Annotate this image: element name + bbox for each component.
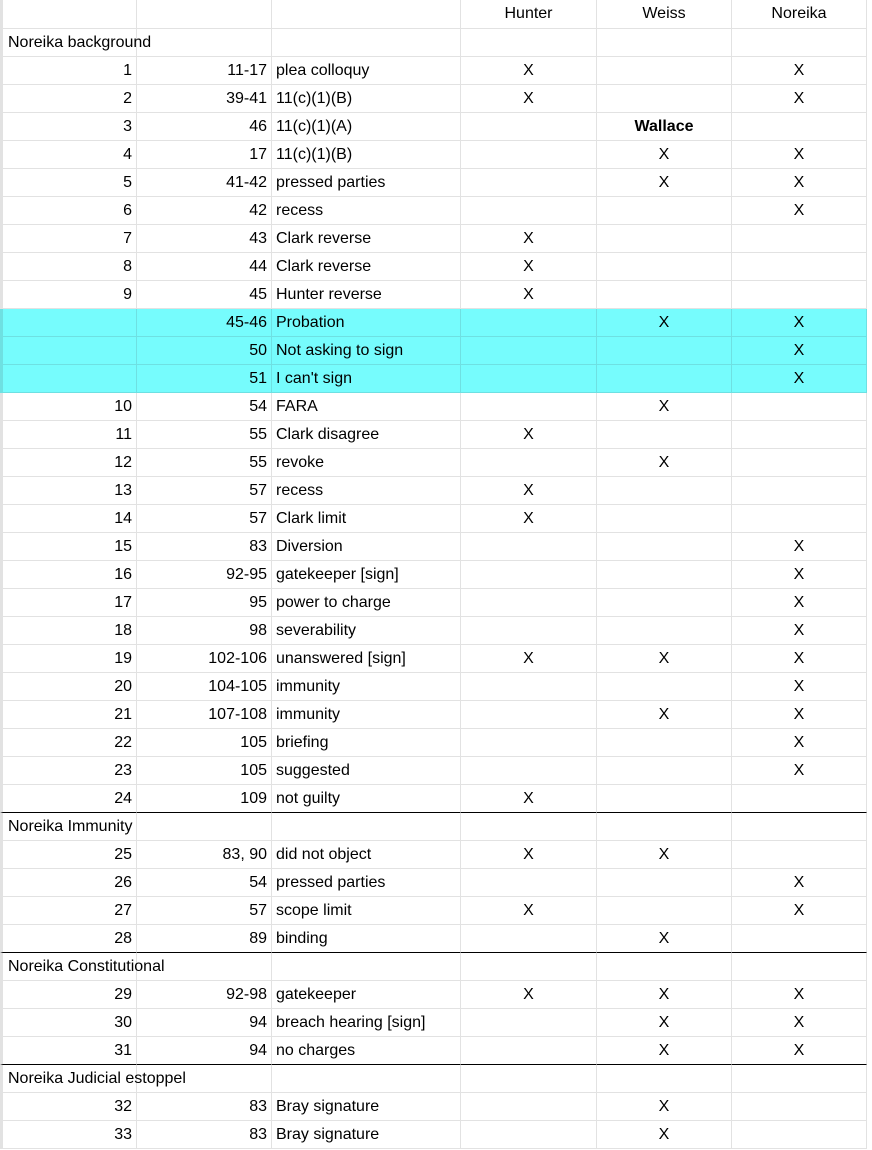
topic-cell[interactable]: 11(c)(1)(B) bbox=[272, 85, 461, 113]
table-row bbox=[0, 981, 872, 1009]
row-number-cell[interactable]: 20 bbox=[0, 673, 137, 701]
weiss-mark-cell[interactable]: X bbox=[597, 1121, 732, 1149]
hunter-mark-cell[interactable] bbox=[461, 393, 597, 421]
topic-cell[interactable]: revoke bbox=[272, 449, 461, 477]
pages-cell[interactable]: 42 bbox=[137, 197, 272, 225]
pages-cell[interactable]: 98 bbox=[137, 617, 272, 645]
topic-cell[interactable]: suggested bbox=[272, 757, 461, 785]
weiss-mark-cell[interactable] bbox=[597, 197, 732, 225]
weiss-mark-cell[interactable]: X bbox=[597, 1009, 732, 1037]
table-row bbox=[0, 477, 872, 505]
row-number-cell[interactable]: 13 bbox=[0, 477, 137, 505]
weiss-mark-cell[interactable]: X bbox=[597, 981, 732, 1009]
cell[interactable] bbox=[732, 1065, 867, 1093]
noreika-mark-cell[interactable]: X bbox=[732, 561, 867, 589]
weiss-mark-cell[interactable] bbox=[597, 365, 732, 393]
row-number-cell[interactable]: 10 bbox=[0, 393, 137, 421]
hunter-mark-cell[interactable]: X bbox=[461, 505, 597, 533]
weiss-mark-cell[interactable]: X bbox=[597, 141, 732, 169]
hunter-mark-cell[interactable]: X bbox=[461, 785, 597, 813]
row-number-cell[interactable]: 31 bbox=[0, 1037, 137, 1065]
table-body bbox=[0, 29, 872, 1149]
pages-cell[interactable]: 57 bbox=[137, 477, 272, 505]
noreika-mark-cell[interactable]: X bbox=[732, 869, 867, 897]
cell[interactable] bbox=[461, 953, 597, 981]
hunter-mark-cell[interactable] bbox=[461, 925, 597, 953]
table-row bbox=[0, 505, 872, 533]
cell[interactable] bbox=[597, 953, 732, 981]
pages-cell[interactable]: 51 bbox=[137, 365, 272, 393]
pages-cell[interactable]: 89 bbox=[137, 925, 272, 953]
topic-cell[interactable]: briefing bbox=[272, 729, 461, 757]
pages-cell[interactable]: 107-108 bbox=[137, 701, 272, 729]
row-number-cell[interactable] bbox=[0, 309, 137, 337]
noreika-mark-cell[interactable]: X bbox=[732, 757, 867, 785]
noreika-mark-cell[interactable]: X bbox=[732, 645, 867, 673]
row-number-cell[interactable] bbox=[0, 365, 137, 393]
weiss-mark-cell[interactable] bbox=[597, 897, 732, 925]
weiss-mark-cell[interactable]: X bbox=[597, 309, 732, 337]
topic-cell[interactable]: Not asking to sign bbox=[272, 337, 461, 365]
hunter-mark-cell[interactable]: X bbox=[461, 421, 597, 449]
table-row bbox=[0, 85, 872, 113]
topic-cell[interactable]: Bray signature bbox=[272, 1093, 461, 1121]
cell[interactable] bbox=[272, 953, 461, 981]
table-row bbox=[0, 449, 872, 477]
noreika-mark-cell[interactable] bbox=[732, 253, 867, 281]
section-header-row bbox=[0, 1065, 872, 1093]
topic-cell[interactable]: FARA bbox=[272, 393, 461, 421]
table-row bbox=[0, 113, 872, 141]
row-number-cell[interactable]: 12 bbox=[0, 449, 137, 477]
table-row bbox=[0, 841, 872, 869]
pages-cell[interactable]: 83 bbox=[137, 1121, 272, 1149]
header-row bbox=[0, 0, 872, 29]
noreika-mark-cell[interactable] bbox=[732, 505, 867, 533]
table-row bbox=[0, 897, 872, 925]
pages-cell[interactable]: 55 bbox=[137, 421, 272, 449]
noreika-mark-cell[interactable]: X bbox=[732, 85, 867, 113]
pages-cell[interactable]: 54 bbox=[137, 393, 272, 421]
hunter-mark-cell[interactable] bbox=[461, 337, 597, 365]
weiss-mark-cell[interactable] bbox=[597, 225, 732, 253]
table-row bbox=[0, 57, 872, 85]
cell[interactable] bbox=[272, 0, 461, 29]
noreika-mark-cell[interactable]: X bbox=[732, 673, 867, 701]
section-title: Noreika Constitutional bbox=[8, 958, 165, 975]
row-number-cell[interactable]: 30 bbox=[0, 1009, 137, 1037]
noreika-mark-cell[interactable]: X bbox=[732, 57, 867, 85]
hunter-mark-cell[interactable] bbox=[461, 533, 597, 561]
table-row bbox=[0, 225, 872, 253]
pages-cell[interactable]: 57 bbox=[137, 897, 272, 925]
pages-cell[interactable]: 109 bbox=[137, 785, 272, 813]
row-number-cell[interactable]: 23 bbox=[0, 757, 137, 785]
table-row bbox=[0, 645, 872, 673]
topic-cell[interactable]: breach hearing [sign] bbox=[272, 1009, 461, 1037]
hunter-mark-cell[interactable] bbox=[461, 729, 597, 757]
hunter-mark-cell[interactable]: X bbox=[461, 281, 597, 309]
topic-cell[interactable]: 11(c)(1)(A) bbox=[272, 113, 461, 141]
column-header-hunter[interactable]: Hunter bbox=[461, 0, 597, 29]
hunter-mark-cell[interactable] bbox=[461, 197, 597, 225]
cell[interactable] bbox=[461, 813, 597, 841]
noreika-mark-cell[interactable] bbox=[732, 225, 867, 253]
noreika-mark-cell[interactable] bbox=[732, 113, 867, 141]
weiss-mark-cell[interactable]: Wallace bbox=[597, 113, 732, 141]
row-number-cell[interactable]: 17 bbox=[0, 589, 137, 617]
pages-cell[interactable]: 83 bbox=[137, 533, 272, 561]
pages-cell[interactable]: 50 bbox=[137, 337, 272, 365]
topic-cell[interactable]: Hunter reverse bbox=[272, 281, 461, 309]
topic-cell[interactable]: binding bbox=[272, 925, 461, 953]
section-title: Noreika background bbox=[8, 34, 152, 51]
topic-cell[interactable]: Bray signature bbox=[272, 1121, 461, 1149]
pages-cell[interactable]: 54 bbox=[137, 869, 272, 897]
topic-cell[interactable]: Clark reverse bbox=[272, 225, 461, 253]
table-row bbox=[0, 169, 872, 197]
hunter-mark-cell[interactable]: X bbox=[461, 253, 597, 281]
row-number-cell[interactable]: 6 bbox=[0, 197, 137, 225]
noreika-mark-cell[interactable]: X bbox=[732, 729, 867, 757]
pages-cell[interactable]: 17 bbox=[137, 141, 272, 169]
noreika-mark-cell[interactable] bbox=[732, 1121, 867, 1149]
row-number-cell[interactable]: 7 bbox=[0, 225, 137, 253]
row-number-cell[interactable]: 16 bbox=[0, 561, 137, 589]
pages-cell[interactable]: 45-46 bbox=[137, 309, 272, 337]
cell[interactable] bbox=[461, 1065, 597, 1093]
topic-cell[interactable]: no charges bbox=[272, 1037, 461, 1065]
topic-cell[interactable]: gatekeeper bbox=[272, 981, 461, 1009]
section-header-row bbox=[0, 29, 872, 57]
hunter-mark-cell[interactable]: X bbox=[461, 841, 597, 869]
pages-cell[interactable]: 94 bbox=[137, 1009, 272, 1037]
hunter-mark-cell[interactable] bbox=[461, 113, 597, 141]
row-number-cell[interactable]: 28 bbox=[0, 925, 137, 953]
topic-cell[interactable]: Diversion bbox=[272, 533, 461, 561]
table-row bbox=[0, 421, 872, 449]
topic-cell[interactable]: scope limit bbox=[272, 897, 461, 925]
hunter-mark-cell[interactable]: X bbox=[461, 981, 597, 1009]
cell[interactable] bbox=[272, 813, 461, 841]
topic-cell[interactable]: immunity bbox=[272, 673, 461, 701]
hunter-mark-cell[interactable]: X bbox=[461, 477, 597, 505]
weiss-mark-cell[interactable] bbox=[597, 561, 732, 589]
hunter-mark-cell[interactable] bbox=[461, 169, 597, 197]
topic-cell[interactable]: I can't sign bbox=[272, 365, 461, 393]
topic-cell[interactable]: immunity bbox=[272, 701, 461, 729]
weiss-mark-cell[interactable] bbox=[597, 589, 732, 617]
hunter-mark-cell[interactable]: X bbox=[461, 57, 597, 85]
section-header-row bbox=[0, 813, 872, 841]
pages-cell[interactable]: 45 bbox=[137, 281, 272, 309]
row-number-cell[interactable]: 14 bbox=[0, 505, 137, 533]
section-title-cell[interactable] bbox=[0, 1065, 186, 1093]
hunter-mark-cell[interactable]: X bbox=[461, 645, 597, 673]
cell[interactable] bbox=[0, 0, 137, 29]
weiss-mark-cell[interactable]: X bbox=[597, 169, 732, 197]
row-number-cell[interactable]: 2 bbox=[0, 85, 137, 113]
hunter-mark-cell[interactable] bbox=[461, 1037, 597, 1065]
pages-cell[interactable]: 105 bbox=[137, 757, 272, 785]
noreika-mark-cell[interactable] bbox=[732, 785, 867, 813]
weiss-mark-cell[interactable]: X bbox=[597, 1037, 732, 1065]
row-number-cell[interactable] bbox=[0, 337, 137, 365]
topic-cell[interactable]: not guilty bbox=[272, 785, 461, 813]
cell[interactable] bbox=[272, 29, 461, 57]
cell[interactable] bbox=[272, 1065, 461, 1093]
noreika-mark-cell[interactable] bbox=[732, 281, 867, 309]
hunter-mark-cell[interactable] bbox=[461, 1093, 597, 1121]
hunter-mark-cell[interactable] bbox=[461, 701, 597, 729]
table-row bbox=[0, 1121, 872, 1149]
weiss-mark-cell[interactable] bbox=[597, 757, 732, 785]
hunter-mark-cell[interactable]: X bbox=[461, 897, 597, 925]
topic-cell[interactable]: recess bbox=[272, 197, 461, 225]
hunter-mark-cell[interactable] bbox=[461, 309, 597, 337]
hunter-mark-cell[interactable]: X bbox=[461, 85, 597, 113]
section-title-cell[interactable] bbox=[0, 29, 152, 57]
row-number-cell[interactable]: 24 bbox=[0, 785, 137, 813]
table-row bbox=[0, 589, 872, 617]
pages-cell[interactable]: 104-105 bbox=[137, 673, 272, 701]
row-number-cell[interactable]: 32 bbox=[0, 1093, 137, 1121]
row-number-cell[interactable]: 5 bbox=[0, 169, 137, 197]
hunter-mark-cell[interactable] bbox=[461, 141, 597, 169]
hunter-mark-cell[interactable] bbox=[461, 449, 597, 477]
row-number-cell[interactable]: 15 bbox=[0, 533, 137, 561]
weiss-mark-cell[interactable] bbox=[597, 617, 732, 645]
cell[interactable] bbox=[732, 953, 867, 981]
table-row bbox=[0, 197, 872, 225]
noreika-mark-cell[interactable] bbox=[732, 449, 867, 477]
noreika-mark-cell[interactable]: X bbox=[732, 981, 867, 1009]
row-number-cell[interactable]: 18 bbox=[0, 617, 137, 645]
pages-cell[interactable]: 39-41 bbox=[137, 85, 272, 113]
hunter-mark-cell[interactable] bbox=[461, 1121, 597, 1149]
topic-cell[interactable]: severability bbox=[272, 617, 461, 645]
noreika-mark-cell[interactable]: X bbox=[732, 309, 867, 337]
weiss-mark-cell[interactable]: X bbox=[597, 393, 732, 421]
cell[interactable] bbox=[732, 813, 867, 841]
cell[interactable] bbox=[597, 29, 732, 57]
pages-cell[interactable]: 44 bbox=[137, 253, 272, 281]
table-row bbox=[0, 1037, 872, 1065]
cell[interactable] bbox=[597, 1065, 732, 1093]
table-row bbox=[0, 701, 872, 729]
row-number-cell[interactable]: 25 bbox=[0, 841, 137, 869]
table-row bbox=[0, 309, 872, 337]
weiss-mark-cell[interactable] bbox=[597, 281, 732, 309]
topic-cell[interactable]: power to charge bbox=[272, 589, 461, 617]
noreika-mark-cell[interactable]: X bbox=[732, 337, 867, 365]
section-title: Noreika Judicial estoppel bbox=[8, 1070, 186, 1087]
section-title-cell[interactable] bbox=[0, 813, 137, 841]
noreika-mark-cell[interactable]: X bbox=[732, 141, 867, 169]
weiss-mark-cell[interactable] bbox=[597, 729, 732, 757]
topic-cell[interactable]: did not object bbox=[272, 841, 461, 869]
pages-cell[interactable]: 102-106 bbox=[137, 645, 272, 673]
table-row bbox=[0, 561, 872, 589]
pages-cell[interactable]: 55 bbox=[137, 449, 272, 477]
weiss-mark-cell[interactable] bbox=[597, 421, 732, 449]
table-row bbox=[0, 337, 872, 365]
noreika-mark-cell[interactable]: X bbox=[732, 533, 867, 561]
table-row bbox=[0, 141, 872, 169]
row-number-cell[interactable]: 27 bbox=[0, 897, 137, 925]
table-row bbox=[0, 925, 872, 953]
row-number-cell[interactable]: 29 bbox=[0, 981, 137, 1009]
pages-cell[interactable]: 57 bbox=[137, 505, 272, 533]
table-row bbox=[0, 785, 872, 813]
row-number-cell[interactable]: 26 bbox=[0, 869, 137, 897]
section-title: Noreika Immunity bbox=[8, 818, 133, 835]
row-number-cell[interactable]: 33 bbox=[0, 1121, 137, 1149]
noreika-mark-cell[interactable]: X bbox=[732, 1037, 867, 1065]
row-number-cell[interactable]: 9 bbox=[0, 281, 137, 309]
topic-cell[interactable]: Probation bbox=[272, 309, 461, 337]
weiss-mark-cell[interactable]: X bbox=[597, 925, 732, 953]
table-row bbox=[0, 1093, 872, 1121]
row-number-cell[interactable]: 3 bbox=[0, 113, 137, 141]
noreika-mark-cell[interactable]: X bbox=[732, 589, 867, 617]
noreika-mark-cell[interactable] bbox=[732, 841, 867, 869]
noreika-mark-cell[interactable] bbox=[732, 1093, 867, 1121]
hunter-mark-cell[interactable] bbox=[461, 673, 597, 701]
noreika-mark-cell[interactable]: X bbox=[732, 365, 867, 393]
row-number-cell[interactable]: 1 bbox=[0, 57, 137, 85]
noreika-mark-cell[interactable] bbox=[732, 925, 867, 953]
noreika-mark-cell[interactable]: X bbox=[732, 197, 867, 225]
weiss-mark-cell[interactable] bbox=[597, 477, 732, 505]
pages-cell[interactable]: 46 bbox=[137, 113, 272, 141]
cell[interactable] bbox=[732, 29, 867, 57]
column-header-weiss[interactable]: Weiss bbox=[597, 0, 732, 29]
pages-cell[interactable]: 92-95 bbox=[137, 561, 272, 589]
weiss-mark-cell[interactable] bbox=[597, 337, 732, 365]
table-row bbox=[0, 365, 872, 393]
section-title-cell[interactable] bbox=[0, 953, 165, 981]
row-number-cell[interactable]: 22 bbox=[0, 729, 137, 757]
cell[interactable] bbox=[461, 29, 597, 57]
pages-cell[interactable]: 92-98 bbox=[137, 981, 272, 1009]
topic-cell[interactable]: gatekeeper [sign] bbox=[272, 561, 461, 589]
noreika-mark-cell[interactable]: X bbox=[732, 897, 867, 925]
topic-cell[interactable]: 11(c)(1)(B) bbox=[272, 141, 461, 169]
weiss-mark-cell[interactable] bbox=[597, 57, 732, 85]
cell[interactable] bbox=[137, 0, 272, 29]
table-row bbox=[0, 281, 872, 309]
pages-cell[interactable]: 43 bbox=[137, 225, 272, 253]
noreika-mark-cell[interactable]: X bbox=[732, 169, 867, 197]
column-header-noreika[interactable]: Noreika bbox=[732, 0, 867, 29]
table-row bbox=[0, 533, 872, 561]
hunter-mark-cell[interactable] bbox=[461, 757, 597, 785]
row-number-cell[interactable]: 19 bbox=[0, 645, 137, 673]
table-row bbox=[0, 1009, 872, 1037]
topic-cell[interactable]: plea colloquy bbox=[272, 57, 461, 85]
hunter-mark-cell[interactable] bbox=[461, 869, 597, 897]
topic-cell[interactable]: Clark limit bbox=[272, 505, 461, 533]
table-row bbox=[0, 393, 872, 421]
table-row bbox=[0, 729, 872, 757]
topic-cell[interactable]: unanswered [sign] bbox=[272, 645, 461, 673]
pages-cell[interactable]: 83, 90 bbox=[137, 841, 272, 869]
weiss-mark-cell[interactable]: X bbox=[597, 645, 732, 673]
noreika-mark-cell[interactable] bbox=[732, 393, 867, 421]
row-number-cell[interactable]: 11 bbox=[0, 421, 137, 449]
hunter-mark-cell[interactable] bbox=[461, 561, 597, 589]
topic-cell[interactable]: Clark reverse bbox=[272, 253, 461, 281]
hunter-mark-cell[interactable] bbox=[461, 617, 597, 645]
weiss-mark-cell[interactable]: X bbox=[597, 841, 732, 869]
hunter-mark-cell[interactable] bbox=[461, 589, 597, 617]
row-number-cell[interactable]: 8 bbox=[0, 253, 137, 281]
noreika-mark-cell[interactable] bbox=[732, 477, 867, 505]
pages-cell[interactable]: 105 bbox=[137, 729, 272, 757]
weiss-mark-cell[interactable] bbox=[597, 673, 732, 701]
cell[interactable] bbox=[597, 813, 732, 841]
pages-cell[interactable]: 41-42 bbox=[137, 169, 272, 197]
pages-cell[interactable]: 94 bbox=[137, 1037, 272, 1065]
topic-cell[interactable]: pressed parties bbox=[272, 169, 461, 197]
pages-cell[interactable]: 95 bbox=[137, 589, 272, 617]
weiss-mark-cell[interactable] bbox=[597, 505, 732, 533]
weiss-mark-cell[interactable]: X bbox=[597, 1093, 732, 1121]
table-row bbox=[0, 757, 872, 785]
section-header-row bbox=[0, 953, 872, 981]
hunter-mark-cell[interactable] bbox=[461, 1009, 597, 1037]
pages-cell[interactable]: 83 bbox=[137, 1093, 272, 1121]
noreika-mark-cell[interactable] bbox=[732, 421, 867, 449]
table-row bbox=[0, 617, 872, 645]
weiss-mark-cell[interactable]: X bbox=[597, 701, 732, 729]
topic-cell[interactable]: pressed parties bbox=[272, 869, 461, 897]
noreika-mark-cell[interactable]: X bbox=[732, 617, 867, 645]
table-row bbox=[0, 253, 872, 281]
topic-cell[interactable]: Clark disagree bbox=[272, 421, 461, 449]
weiss-mark-cell[interactable] bbox=[597, 533, 732, 561]
weiss-mark-cell[interactable] bbox=[597, 785, 732, 813]
cell[interactable] bbox=[137, 813, 272, 841]
table-row bbox=[0, 673, 872, 701]
weiss-mark-cell[interactable] bbox=[597, 869, 732, 897]
cell[interactable] bbox=[137, 29, 272, 57]
noreika-mark-cell[interactable]: X bbox=[732, 1009, 867, 1037]
weiss-mark-cell[interactable]: X bbox=[597, 449, 732, 477]
weiss-mark-cell[interactable] bbox=[597, 85, 732, 113]
weiss-mark-cell[interactable] bbox=[597, 253, 732, 281]
hunter-mark-cell[interactable]: X bbox=[461, 225, 597, 253]
row-number-cell[interactable]: 4 bbox=[0, 141, 137, 169]
row-number-cell[interactable]: 21 bbox=[0, 701, 137, 729]
noreika-mark-cell[interactable]: X bbox=[732, 701, 867, 729]
table-row bbox=[0, 869, 872, 897]
pages-cell[interactable]: 11-17 bbox=[137, 57, 272, 85]
hunter-mark-cell[interactable] bbox=[461, 365, 597, 393]
topic-cell[interactable]: recess bbox=[272, 477, 461, 505]
